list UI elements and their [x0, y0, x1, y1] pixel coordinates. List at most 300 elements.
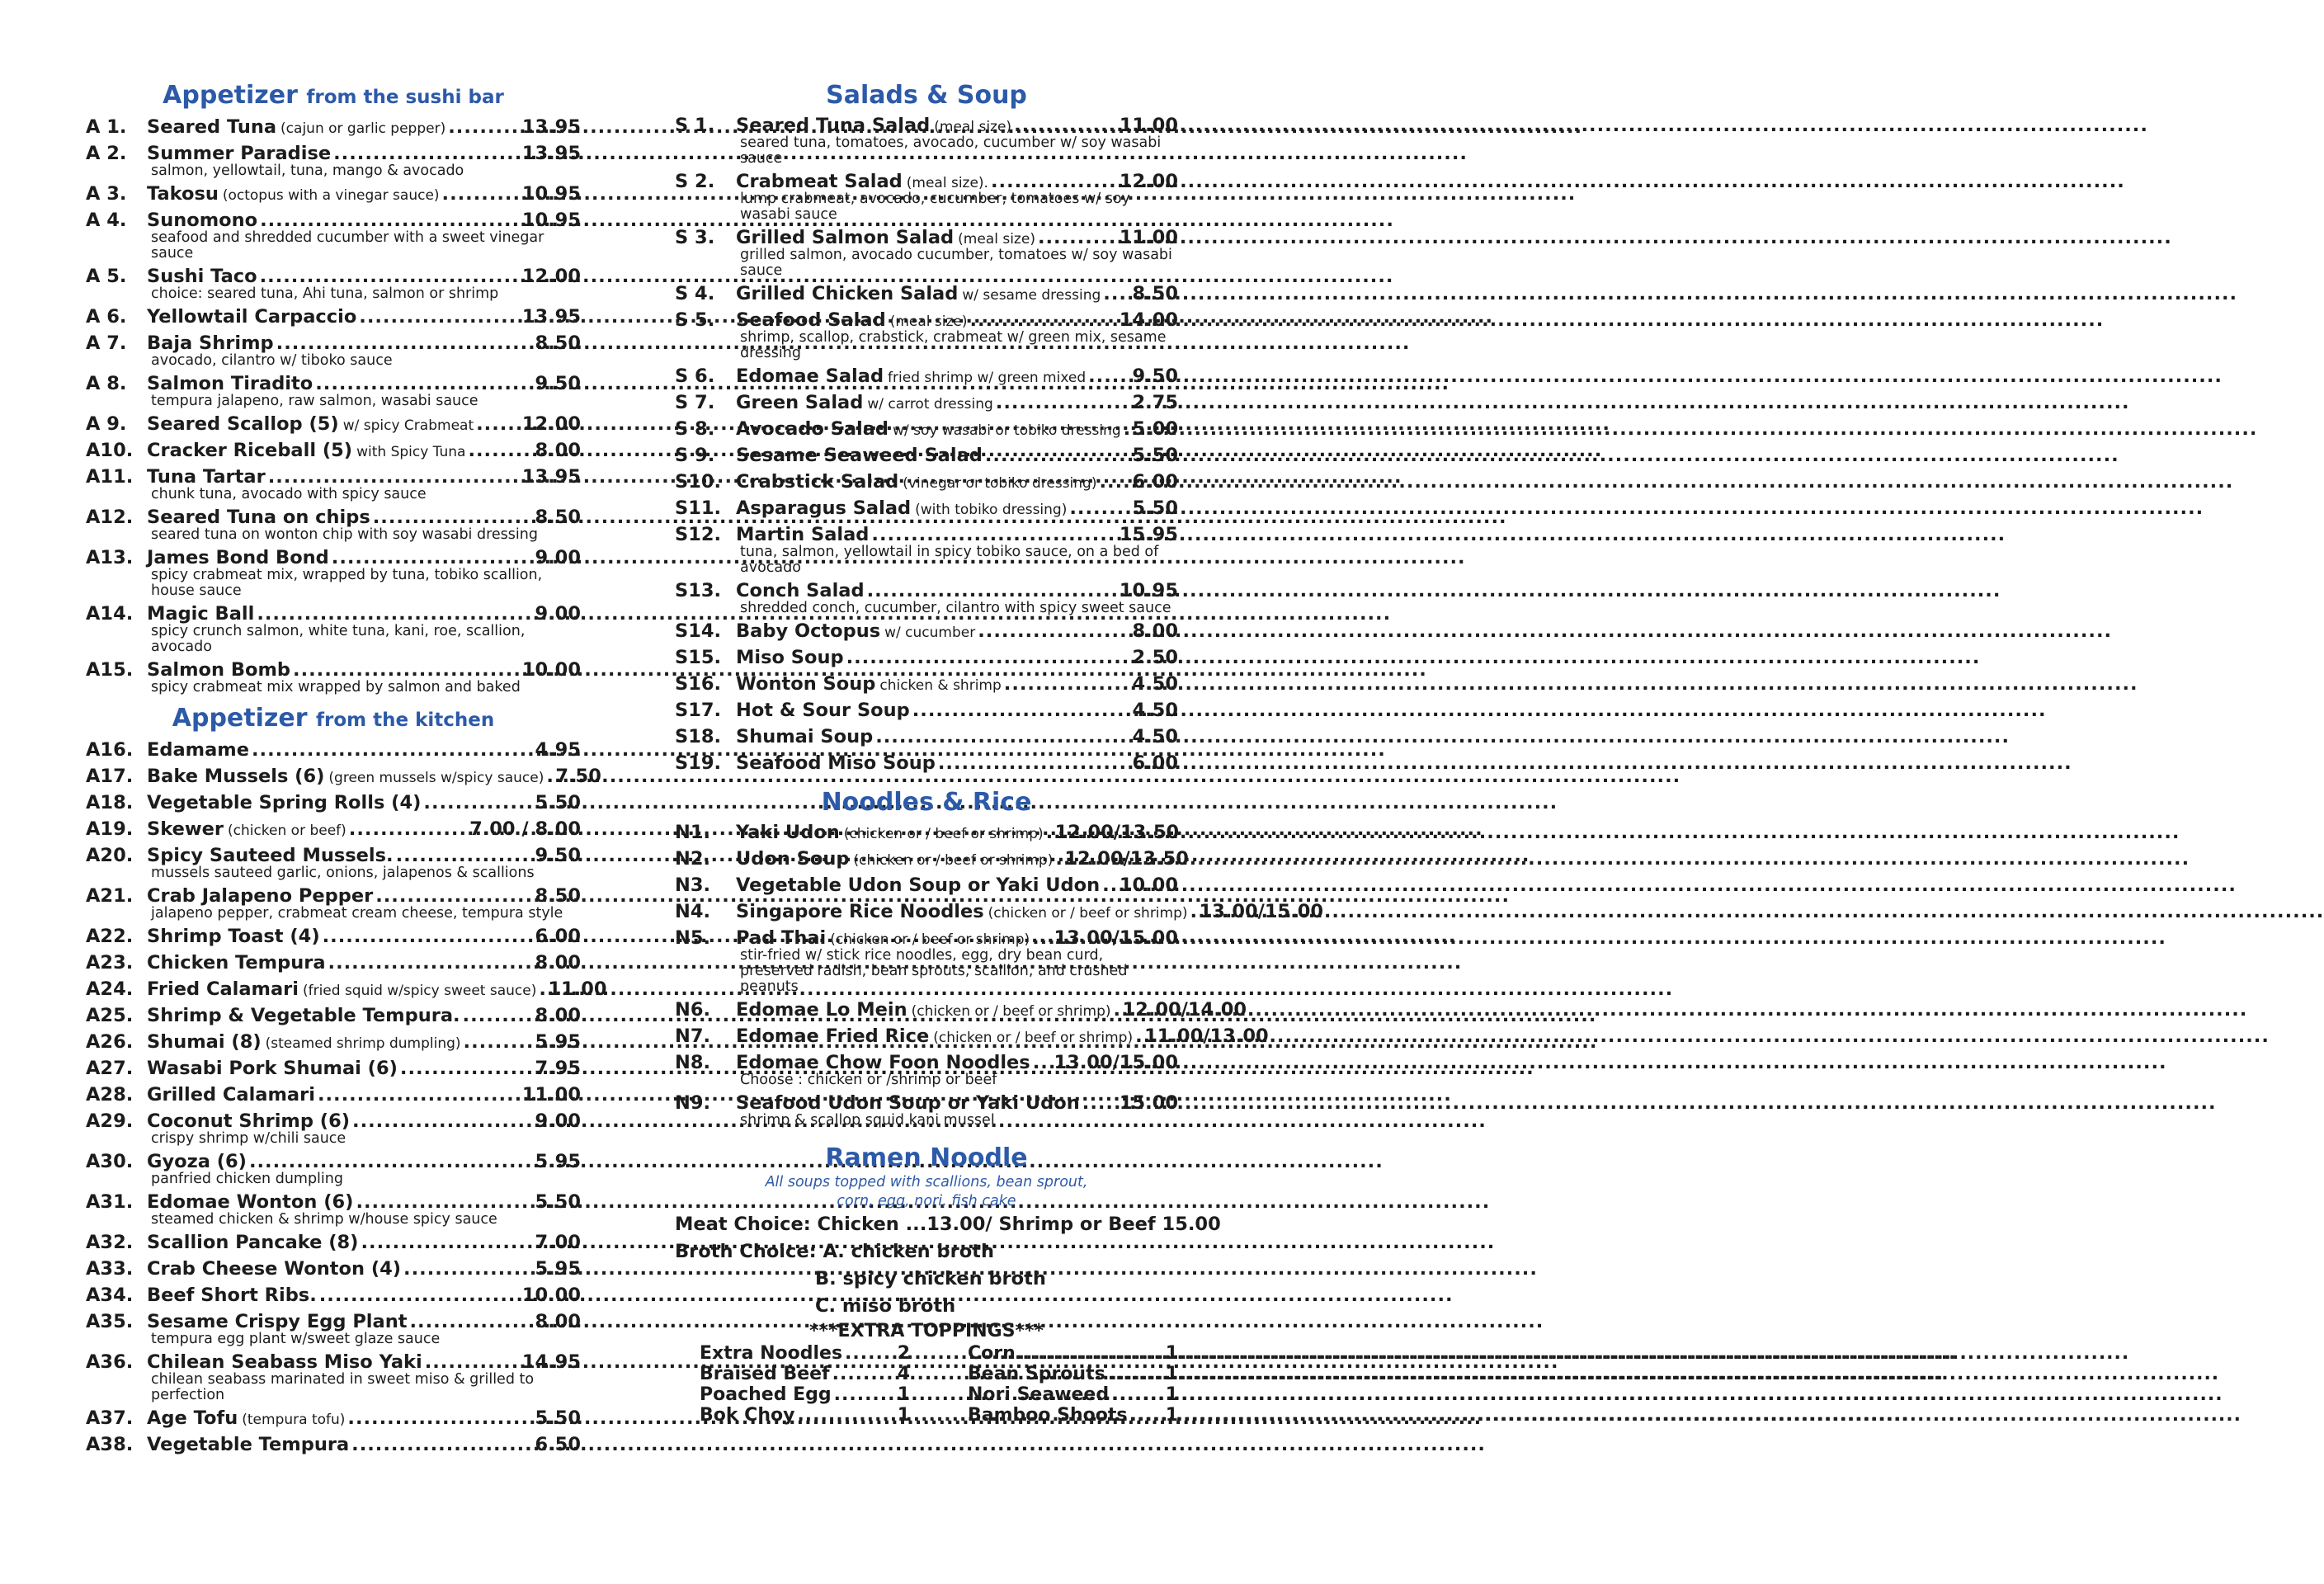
item-name: Salmon Tiradito	[147, 373, 313, 394]
item-code: A12.	[86, 507, 134, 528]
noodles-rice-list	[675, 821, 1324, 1129]
section-title: Appetizer	[172, 704, 308, 733]
item-price: 13.00/15.00	[1054, 1052, 1178, 1073]
item-price: 10.00	[521, 659, 581, 681]
item-row	[736, 365, 1178, 388]
item-name: Edomae Fried Rice	[736, 1025, 930, 1047]
menu-item	[86, 142, 581, 179]
item-note: (chicken or / beef or shrimp)	[911, 1003, 1111, 1020]
item-description: spicy crabmeat mix, wrapped by tuna, tobiko scallion, house sauce	[151, 567, 543, 599]
menu-item	[86, 372, 581, 409]
item-name: Edomae Wonton (6)	[147, 1191, 354, 1213]
item-row	[147, 844, 581, 867]
item-description: spicy crabmeat mix wrapped by salmon and baked	[151, 679, 521, 695]
item-name: Crab Jalapeno Pepper	[147, 885, 374, 907]
appetizer-kitchen-heading	[86, 704, 581, 735]
item-note: w/ sesame dressing	[962, 287, 1101, 304]
item-row	[736, 699, 1178, 722]
dot-leader	[448, 116, 520, 138]
item-row	[736, 579, 1178, 602]
item-row	[147, 1407, 581, 1430]
item-row	[736, 391, 1178, 414]
dot-leader	[1111, 1384, 1163, 1405]
item-price: 6.00	[535, 926, 581, 947]
topping-price: 1	[897, 1384, 910, 1405]
item-note: (meal size)	[889, 314, 968, 330]
item-row	[147, 925, 581, 948]
item-code: A13.	[86, 547, 134, 568]
item-code: S 7.	[675, 392, 715, 413]
item-price: 9.00	[535, 1110, 581, 1132]
item-note: chicken & shrimp	[879, 677, 1002, 694]
item-description: panfried chicken dumpling	[151, 1171, 343, 1187]
menu-item	[675, 998, 1247, 1021]
item-price: 10.00	[521, 1285, 581, 1306]
item-code: A21.	[86, 885, 134, 907]
menu-item	[675, 646, 1178, 669]
item-code: N4.	[675, 901, 711, 922]
item-price: 13.95	[521, 116, 581, 138]
menu-item	[675, 699, 1178, 722]
item-note: (chicken or / beef or shrimp)	[843, 826, 1044, 842]
item-row	[147, 546, 581, 569]
menu-item	[675, 391, 1178, 414]
item-price: 10.95	[521, 183, 581, 205]
dot-leader	[409, 1311, 532, 1332]
item-note: (fried squid w/spicy sweet sauce)	[302, 983, 537, 999]
dot-leader	[249, 1151, 533, 1172]
extra-topping	[968, 1384, 1178, 1405]
item-row	[736, 672, 1178, 695]
item-description: shredded conch, cucumber, cilantro with spicy sweet sauce	[740, 600, 1171, 616]
appetizer-sushi-heading	[86, 81, 581, 112]
item-price: 13.95	[521, 306, 581, 328]
item-row	[736, 470, 1178, 493]
item-description: chunk tuna, avocado with spicy sauce	[151, 486, 427, 502]
dot-leader	[252, 739, 532, 761]
item-description: lump crabmeat, avocado, cucumber, tomatoes w/ soy wasabi sauce	[740, 191, 1130, 223]
item-note: (chicken or / beef or shrimp)	[853, 852, 1054, 869]
item-price: 7.95	[535, 1058, 581, 1079]
item-code: A24.	[86, 978, 134, 1000]
item-name: Vegetable Spring Rolls (4)	[147, 792, 422, 813]
item-name: Sesame Crispy Egg Plant	[147, 1311, 408, 1332]
menu-item	[675, 1091, 1178, 1129]
item-price: 10.95	[1119, 580, 1178, 601]
item-name: Grilled Calamari	[147, 1084, 315, 1106]
item-row	[736, 821, 1178, 844]
dot-leader	[875, 726, 1129, 747]
item-row	[147, 658, 581, 681]
item-row	[736, 309, 1178, 332]
item-code: N3.	[675, 874, 711, 896]
menu-item	[675, 847, 1189, 870]
item-row	[736, 752, 1178, 775]
item-row	[147, 791, 581, 814]
item-row	[147, 1057, 581, 1080]
menu-item	[675, 725, 1178, 748]
topping-name: Extra Noodles	[700, 1343, 843, 1364]
dot-leader	[268, 466, 520, 488]
item-name: Yaki Udon	[736, 822, 840, 843]
item-price: 8.00	[1132, 620, 1178, 642]
item-name: Baja Shrimp	[147, 332, 274, 354]
item-code: A32.	[86, 1232, 134, 1253]
dot-leader	[834, 1384, 895, 1405]
dot-leader	[347, 1407, 532, 1429]
menu-item	[86, 738, 581, 761]
item-code: S18.	[675, 726, 722, 747]
menu-item	[86, 116, 581, 139]
dot-leader	[1124, 418, 1130, 440]
item-name: Seared Tuna Salad	[736, 115, 931, 136]
item-name: Chicken Tempura	[147, 952, 326, 974]
menu-item	[86, 1231, 581, 1254]
item-name: Grilled Chicken Salad	[736, 283, 959, 304]
item-row	[147, 182, 581, 205]
dot-leader	[319, 1285, 520, 1306]
dot-leader	[1032, 927, 1051, 949]
extra-topping	[968, 1364, 1178, 1384]
item-row	[147, 1190, 581, 1214]
item-code: A 6.	[86, 306, 127, 328]
section-subtitle: from the kitchen	[315, 710, 495, 731]
dot-leader	[293, 659, 520, 681]
dot-leader	[260, 266, 520, 287]
topping-name: Braised Beef	[700, 1364, 830, 1384]
item-price: 8.00	[535, 1311, 581, 1332]
menu-item	[675, 821, 1178, 844]
dot-leader	[1018, 1343, 1163, 1364]
topping-name: Bean Sprouts	[968, 1364, 1105, 1384]
dot-leader	[1055, 848, 1062, 870]
item-name: Asparagus Salad	[736, 497, 912, 519]
item-name: Cracker Riceball (5)	[147, 440, 353, 461]
item-name: Edomae Chow Foon Noodles	[736, 1052, 1030, 1073]
menu-item	[675, 579, 1178, 616]
dot-leader	[539, 978, 545, 1000]
item-price: 7.00	[535, 1232, 581, 1253]
topping-price: 1	[897, 1405, 910, 1426]
noodles-rice-heading: Noodles & Rice	[821, 788, 1032, 817]
item-name: Crabmeat Salad	[736, 171, 903, 192]
item-code: A 5.	[86, 266, 127, 287]
menu-item	[86, 844, 581, 881]
item-code: A28.	[86, 1084, 134, 1106]
item-price: 8.50	[1132, 283, 1178, 304]
item-name: Seafood Miso Soup	[736, 752, 936, 774]
dot-leader	[546, 766, 553, 787]
item-row	[147, 884, 581, 908]
dot-leader	[400, 1058, 533, 1079]
menu-item	[675, 170, 1178, 223]
item-price: 9.00	[535, 547, 581, 568]
item-code: A38.	[86, 1434, 134, 1455]
topping-name: Poached Egg	[700, 1384, 832, 1405]
item-row	[147, 1150, 581, 1173]
item-row	[736, 417, 1178, 441]
item-name: Baby Octopus	[736, 620, 881, 642]
menu-item	[86, 546, 581, 599]
item-note: w/ soy wasabi or tobiko dressing	[893, 422, 1121, 439]
item-name: Tuna Tartar	[147, 466, 266, 488]
item-row	[147, 412, 581, 436]
item-name: Sushi Taco	[147, 266, 257, 287]
menu-item	[675, 365, 1178, 388]
salads-soup-heading: Salads & Soup	[826, 81, 1027, 110]
item-row	[147, 209, 581, 232]
dot-leader	[373, 507, 533, 528]
item-row	[736, 725, 1178, 748]
dot-leader	[323, 926, 533, 947]
item-description: choice: seared tuna, Ahi tuna, salmon or shrimp	[151, 285, 499, 302]
item-code: S 8.	[675, 418, 715, 440]
item-name: Shrimp Toast (4)	[147, 926, 320, 947]
item-row	[147, 1351, 581, 1374]
item-row	[147, 372, 581, 395]
dot-leader	[276, 332, 533, 354]
dot-leader	[1099, 471, 1129, 493]
broth-choice: Broth Choice: A. chicken broth	[675, 1241, 994, 1262]
item-code: A 7.	[86, 332, 127, 354]
topping-name: Corn	[968, 1343, 1016, 1364]
item-code: S 5.	[675, 309, 715, 331]
menu-item	[86, 506, 581, 543]
item-row	[147, 1284, 581, 1307]
item-row	[147, 738, 581, 761]
item-code: A 4.	[86, 210, 127, 231]
topping-name: Bok Choy	[700, 1405, 795, 1426]
broth-option-c: C. miso broth	[815, 1295, 956, 1317]
item-code: S15.	[675, 647, 722, 668]
dot-leader	[938, 752, 1130, 774]
item-name: Grilled Salmon Salad	[736, 227, 955, 248]
menu-item	[86, 1110, 581, 1147]
item-code: A 8.	[86, 373, 127, 394]
topping-price: 1	[1165, 1384, 1178, 1405]
item-code: S 6.	[675, 365, 715, 387]
item-row	[147, 305, 581, 328]
menu-item	[86, 1284, 581, 1307]
item-note: (with tobiko dressing)	[915, 502, 1068, 518]
menu-item	[86, 884, 581, 922]
dot-leader	[991, 171, 1117, 192]
item-description: steamed chicken & shrimp w/house spicy sauce	[151, 1211, 497, 1228]
item-row	[736, 170, 1178, 193]
item-price: 14.95	[521, 1351, 581, 1373]
dot-leader	[260, 210, 520, 231]
item-code: S19.	[675, 752, 722, 774]
item-code: A25.	[86, 1005, 134, 1026]
menu-item	[86, 305, 581, 328]
dot-leader	[1190, 901, 1197, 922]
item-row	[147, 116, 581, 139]
item-row	[147, 332, 581, 355]
item-name: Fried Calamari	[147, 978, 299, 1000]
item-row	[736, 874, 1178, 897]
dot-leader	[996, 392, 1130, 413]
item-price: 5.50	[1132, 445, 1178, 466]
item-row	[147, 1231, 581, 1254]
item-price: 6.00	[1132, 471, 1178, 493]
menu-item	[675, 1051, 1178, 1088]
section-subtitle: from the sushi bar	[306, 87, 504, 108]
dot-leader	[1102, 874, 1117, 896]
menu-item	[86, 465, 581, 502]
item-price: 11.00	[1119, 227, 1178, 248]
dot-leader	[1082, 1092, 1117, 1114]
item-description: seared tuna, tomatoes, avocado, cucumber w/ soy wasabi sauce	[740, 134, 1162, 167]
item-name: Coconut Shrimp (6)	[147, 1110, 351, 1132]
dot-leader	[442, 183, 520, 205]
dot-leader	[333, 143, 520, 164]
item-name: Skewer	[147, 818, 224, 840]
item-name: Bake Mussels (6)	[147, 766, 325, 787]
dot-leader	[912, 700, 1130, 721]
dot-leader	[476, 413, 520, 435]
item-code: A11.	[86, 466, 134, 488]
item-note: (octopus with a vinegar sauce)	[222, 187, 440, 204]
item-price: 12.00	[521, 413, 581, 435]
item-name: Shrimp & Vegetable Tempura.	[147, 1005, 460, 1026]
item-price: 10.00	[1119, 874, 1178, 896]
item-row	[736, 646, 1178, 669]
item-row	[736, 444, 1178, 467]
item-name: Gyoza (6)	[147, 1151, 247, 1172]
item-code: A20.	[86, 845, 134, 866]
item-code: A35.	[86, 1311, 134, 1332]
item-code: S10.	[675, 471, 722, 493]
item-description: stir-fried w/ stick rice noodles, egg, dry bean curd, preserved radish, bean sprouts, scallion, and crushed peanuts	[740, 947, 1128, 995]
item-description: shrimp, scallop, crabstick, crabmeat w/ green mix, sesame dressing	[740, 329, 1167, 361]
item-name: Summer Paradise	[147, 143, 332, 164]
item-code: S12.	[675, 524, 722, 545]
item-description: jalapeno pepper, crabmeat cream cheese, tempura style	[151, 905, 563, 922]
menu-item	[86, 332, 581, 369]
item-name: Wasabi Pork Shumai (6)	[147, 1058, 398, 1079]
dot-leader	[1046, 822, 1053, 843]
item-note: (chicken or / beef or shrimp)	[988, 905, 1188, 922]
item-name: Udon Soup	[736, 848, 850, 870]
item-price: 13.00/15.00	[1054, 927, 1178, 949]
menu-item	[86, 602, 581, 655]
item-code: N2.	[675, 848, 711, 870]
item-description: salmon, yellowtail, tuna, mango & avocado	[151, 163, 464, 179]
item-code: N9.	[675, 1092, 711, 1114]
broth-option-b: B. spicy chicken broth	[815, 1268, 1046, 1289]
item-code: A 3.	[86, 183, 127, 205]
item-price: 5.95	[535, 1031, 581, 1053]
item-code: N1.	[675, 822, 711, 843]
item-code: A14.	[86, 603, 134, 625]
item-row	[736, 114, 1178, 137]
menu-item	[86, 412, 581, 436]
dot-leader	[375, 885, 532, 907]
dot-leader	[351, 1434, 532, 1455]
dot-leader	[315, 373, 532, 394]
item-name: Martin Salad	[736, 524, 870, 545]
item-price: 11.00	[521, 1084, 581, 1106]
item-price: 5.50	[535, 1407, 581, 1429]
item-code: S 3.	[675, 227, 715, 248]
item-name: Shumai (8)	[147, 1031, 262, 1053]
item-price: 2.75	[1132, 392, 1178, 413]
right-column	[675, 81, 1324, 1426]
extra-topping	[700, 1405, 910, 1426]
dot-leader	[1130, 1405, 1163, 1426]
menu-item	[675, 226, 1178, 279]
item-name: Edomae Salad	[736, 365, 884, 387]
menu-item	[86, 1310, 581, 1347]
menu-item	[86, 1030, 581, 1054]
item-note: (green mussels w/spicy sauce)	[328, 770, 544, 786]
item-code: A34.	[86, 1285, 134, 1306]
item-code: S14.	[675, 620, 722, 642]
dot-leader	[985, 445, 1130, 466]
item-code: A 2.	[86, 143, 127, 164]
item-price: 8.50	[535, 885, 581, 907]
item-description: grilled salmon, avocado cucumber, tomatoes w/ soy wasabi sauce	[740, 247, 1172, 279]
item-name: Seared Tuna	[147, 116, 277, 138]
item-name: Singapore Rice Noodles	[736, 901, 984, 922]
item-price: 12.00/13.50	[1064, 848, 1189, 870]
extra-topping	[700, 1384, 910, 1405]
item-description: seafood and shredded cucumber with a sweet vinegar sauce	[151, 229, 544, 262]
item-note: w/ cucumber	[884, 625, 976, 641]
item-name: Shumai Soup	[736, 726, 874, 747]
item-description: Choose : chicken or /shrimp or beef	[740, 1072, 997, 1088]
item-note: with Spicy Tuna	[356, 444, 466, 460]
menu-item	[675, 309, 1178, 361]
item-name: Age Tofu	[147, 1407, 238, 1429]
item-code: S17.	[675, 700, 722, 721]
item-code: N6.	[675, 999, 711, 1021]
item-code: A30.	[86, 1151, 134, 1172]
menu-item	[675, 470, 1178, 493]
item-price: 4.50	[1132, 726, 1178, 747]
item-row	[736, 497, 1178, 520]
menu-item	[675, 900, 1324, 923]
item-name: Yellowtail Carpaccio	[147, 306, 357, 328]
item-price: 5.50	[535, 792, 581, 813]
item-row	[147, 1030, 581, 1054]
dot-leader	[463, 1005, 533, 1026]
item-price: 4.50	[1132, 700, 1178, 721]
item-price: 12.00	[521, 266, 581, 287]
dot-leader	[1108, 1364, 1163, 1384]
item-note: (meal size)	[934, 119, 1012, 135]
item-name: Spicy Sauteed Mussels.	[147, 845, 394, 866]
item-row	[147, 465, 581, 488]
menu-item	[86, 765, 601, 788]
item-price: 8.00	[535, 1005, 581, 1026]
item-name: Wonton Soup	[736, 673, 876, 695]
item-price: 5.95	[535, 1258, 581, 1280]
topping-price: 1	[1165, 1343, 1178, 1364]
dot-leader	[1004, 673, 1130, 695]
menu-item	[86, 439, 581, 462]
menu-item	[675, 926, 1178, 995]
item-price: 8.50	[535, 507, 581, 528]
item-price: 10.95	[521, 210, 581, 231]
item-price: 8.50	[535, 332, 581, 354]
item-row	[147, 951, 581, 974]
item-name: Magic Ball	[147, 603, 255, 625]
item-name: Salmon Bomb	[147, 659, 291, 681]
item-name: Edamame	[147, 739, 249, 761]
item-code: A19.	[86, 818, 134, 840]
item-description: tuna, salmon, yellowtail in spicy tobiko sauce, on a bed of avocado	[740, 544, 1159, 576]
